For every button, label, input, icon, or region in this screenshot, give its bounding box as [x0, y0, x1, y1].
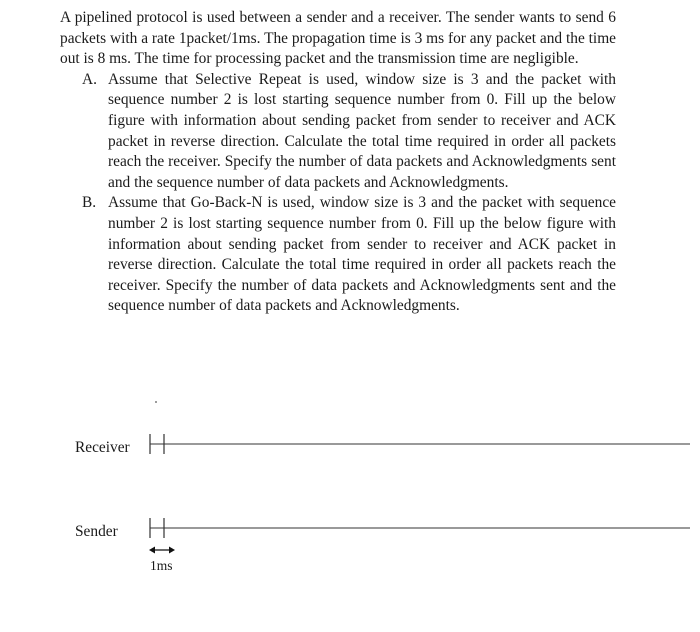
- sender-timeline: [150, 518, 690, 538]
- interval-double-arrow: [149, 547, 175, 554]
- part-b-text: Assume that Go-Back-N is used, window size is 3 and the packet with sequence number 2 is lost starting sequence number from 0. Fill up the below figure with information about sending packet from sender to receiver and ACK packet in reverse direction. Calculate the total time required in order all packets reach the receiver. Specify the number of data packets and Acknowledgments sent and the sequence number of data packets and Acknowledgments.: [108, 194, 616, 315]
- part-a-text: Assume that Selective Repeat is used, window size is 3 and the packet with sequence number 2 is lost starting sequence number from 0. Fill up the below figure with information about sending packet from sender to receiver and ACK packet in reverse direction. Calculate the total time required in order all packets reach the receiver. Specify the number of data packets and Acknowledgments sent and the sequence number of data packets and Acknowledgments.: [108, 70, 616, 191]
- part-b-letter: B.: [82, 194, 97, 212]
- stray-dot: [155, 401, 157, 403]
- part-a-letter: A.: [82, 70, 97, 88]
- receiver-timeline: [150, 434, 690, 454]
- problem-intro: A pipelined protocol is used between a sender and a receiver. The sender wants to send 6 packets with a rate 1packet/1ms. The propagation time is 3 ms for any packet and the time out is 8 ms. The time for processing packet and the transmission time are negligible.: [60, 9, 616, 68]
- receiver-label: Receiver: [75, 439, 130, 456]
- sender-label: Sender: [75, 523, 118, 540]
- interval-label: 1ms: [150, 558, 173, 573]
